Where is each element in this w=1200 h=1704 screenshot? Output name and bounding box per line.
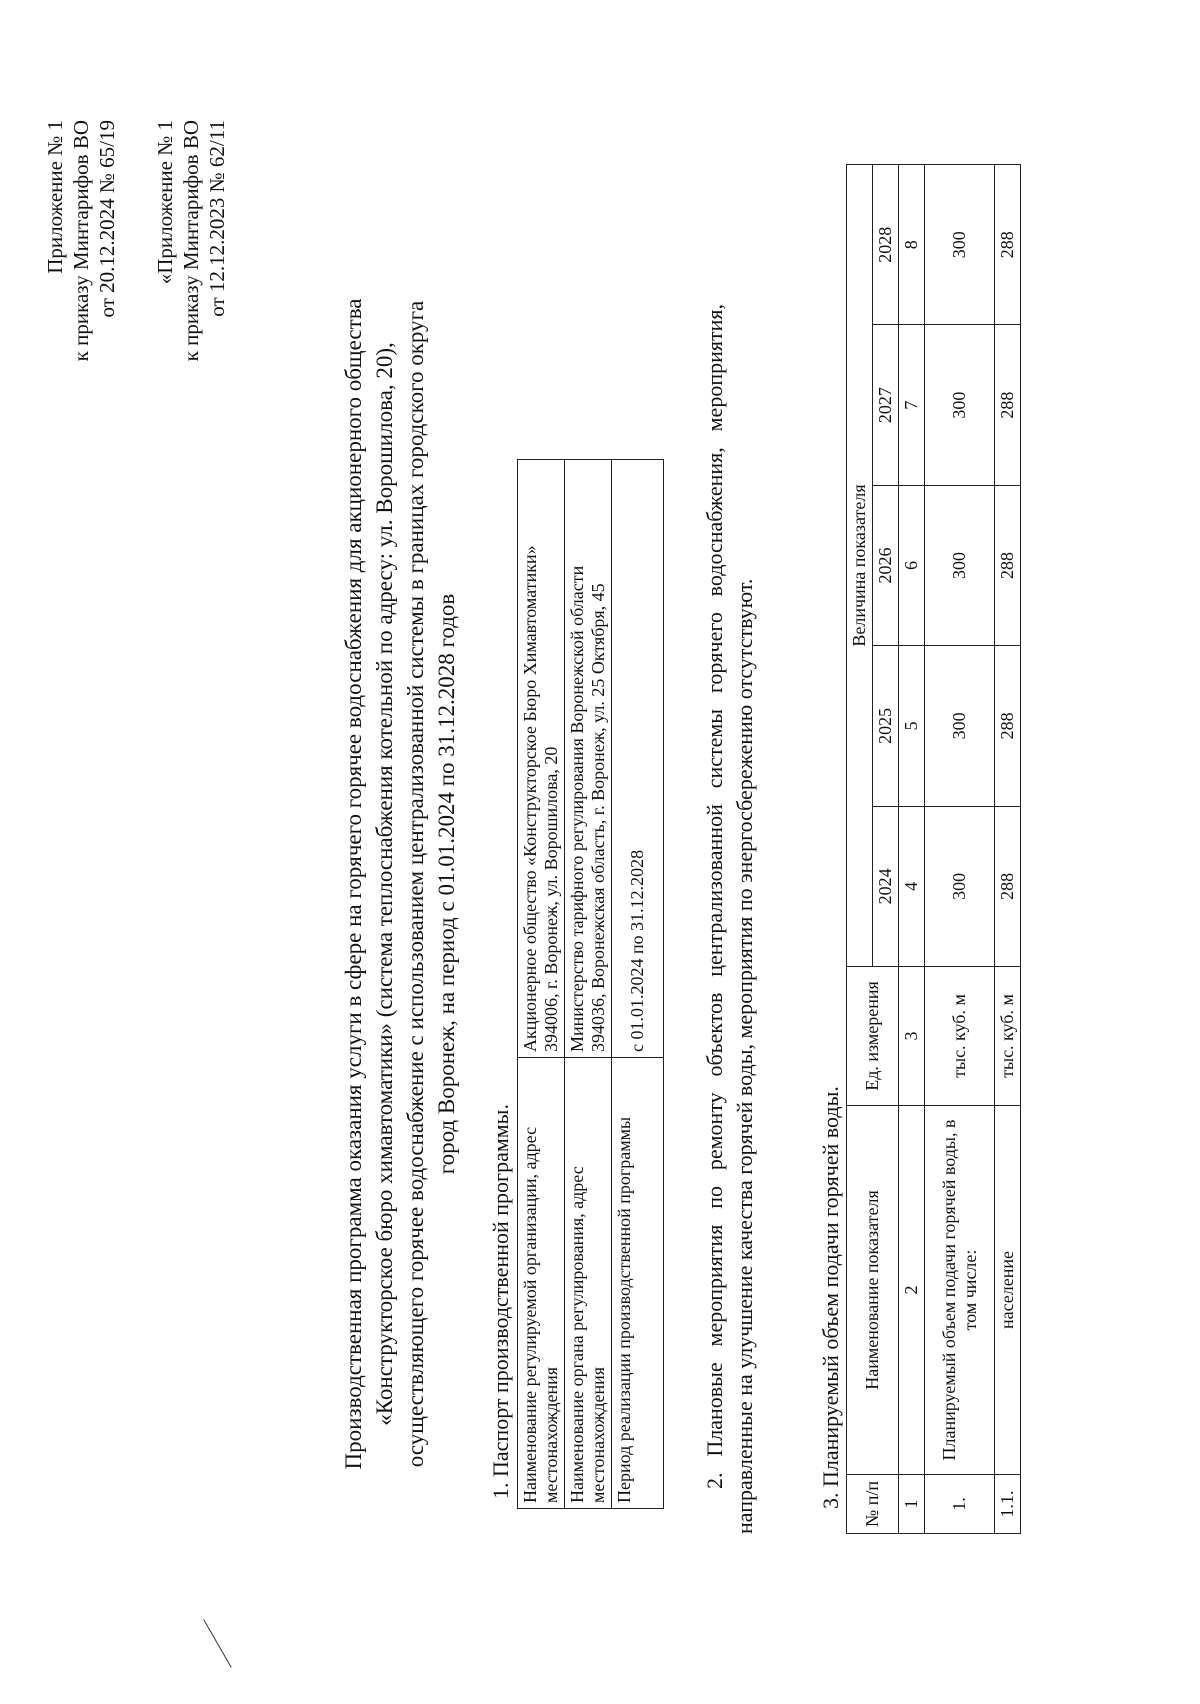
column-number: 4: [899, 806, 925, 966]
passport-value-line: Министерство тарифного регулирования Воронежской области: [567, 565, 587, 1052]
header-year: 2026: [873, 485, 899, 645]
section-1-title: 1. Паспорт производственной программы.: [488, 1104, 513, 1499]
appendix-header-previous: [152, 120, 230, 361]
passport-value-line: 394006, г. Воронеж, ул. Ворошилова, 20: [541, 746, 561, 1052]
row-value: 300: [925, 165, 995, 325]
column-number: 2: [899, 1106, 925, 1475]
row-value: 300: [925, 646, 995, 806]
column-number-row: [899, 165, 925, 1534]
header-year: 2025: [873, 646, 899, 806]
row-value: 288: [995, 165, 1021, 325]
order-date-number: от 20.12.2024 № 65/19: [95, 120, 119, 318]
section-2-paragraph: 2. Плановые мероприятия по ремонту объектов централизованной системы горячего водоснабжения, мероприятия, направленные на улучшение качества горячей воды, мероприятия по энергосбережению отсутствуют.: [702, 304, 757, 1534]
row-value: 288: [995, 806, 1021, 966]
order-reference: к приказу Минтарифов ВО: [179, 120, 203, 362]
title-line: город Воронеж, на период с 01.01.2024 по 31.12.2028 годов: [434, 593, 459, 1175]
hot-water-volume-table: [846, 164, 1021, 1534]
table-row: [518, 460, 565, 1509]
column-number: 3: [899, 967, 925, 1106]
row-num: 1.: [925, 1475, 995, 1534]
row-value: 288: [995, 646, 1021, 806]
column-number: 7: [899, 325, 925, 485]
passport-label: Наименование регулируемой организации, адрес местонахождения: [518, 1058, 565, 1509]
header-year: 2027: [873, 325, 899, 485]
row-name: население: [995, 1106, 1021, 1475]
header-unit: Ед. измерения: [847, 967, 899, 1106]
column-number: 5: [899, 646, 925, 806]
order-date-number: от 12.12.2023 № 62/11: [205, 120, 229, 317]
header-year: 2028: [873, 165, 899, 325]
row-value: 300: [925, 806, 995, 966]
passport-value-line: с 01.01.2024 по 31.12.2028: [627, 849, 647, 1052]
header-name: Наименование показателя: [847, 1106, 899, 1475]
passport-value: [565, 460, 612, 1058]
appendix-header-current: [42, 120, 120, 361]
row-value: 288: [995, 485, 1021, 645]
passport-label: Период реализации производственной программы: [612, 1058, 664, 1509]
row-value: 288: [995, 325, 1021, 485]
passport-value-line: Акционерное общество «Конструкторское Бюро Химавтоматики»: [520, 545, 540, 1052]
table-row: [995, 165, 1021, 1534]
passport-value-line: 394036, Воронежская область, г. Воронеж, ул. 25 Октября, 45: [588, 583, 608, 1052]
section-3-title: 3. Планируемый объем подачи горячей воды.: [818, 1086, 843, 1509]
appendix-number: Приложение № 1: [43, 120, 67, 274]
column-number: 8: [899, 165, 925, 325]
program-passport-table: [517, 459, 664, 1509]
table-row: [612, 460, 664, 1509]
row-unit: тыс. куб. м: [995, 967, 1021, 1106]
appendix-number: «Приложение № 1: [153, 120, 177, 285]
title-line: осуществляющего горячее водоснабжение с использованием централизованной системы в границах городского округа: [403, 300, 428, 1468]
row-value: 300: [925, 485, 995, 645]
table-header-row: [847, 165, 873, 1534]
header-value-group: Величина показателя: [847, 165, 873, 967]
column-number: 6: [899, 485, 925, 645]
passport-value: [518, 460, 565, 1058]
row-unit: тыс. куб. м: [925, 967, 995, 1106]
title-line: Производственная программа оказания услуги в сфере на горячего горячее водоснабжения для акционерного общества: [341, 298, 366, 1470]
row-value: 300: [925, 325, 995, 485]
passport-label: Наименование органа регулирования, адрес местонахождения: [565, 1058, 612, 1509]
title-line: «Конструкторское бюро химавтоматики» (система теплоснабжения котельной по адресу: ул. Ворошилова, 20),: [372, 342, 397, 1426]
column-number: 1: [899, 1475, 925, 1534]
order-reference: к приказу Минтарифов ВО: [69, 120, 93, 362]
pen-stroke-mark: [203, 1619, 231, 1667]
row-name: Планируемый объем подачи горячей воды, в том числе:: [925, 1106, 995, 1475]
row-num: 1.1.: [995, 1475, 1021, 1534]
section-2-text: [700, 304, 760, 1534]
document-title: [338, 214, 462, 1554]
table-row: [925, 165, 995, 1534]
table-row: [565, 460, 612, 1509]
header-year: 2024: [873, 806, 899, 966]
passport-value: [612, 460, 664, 1058]
header-num: № п/п: [847, 1475, 899, 1534]
